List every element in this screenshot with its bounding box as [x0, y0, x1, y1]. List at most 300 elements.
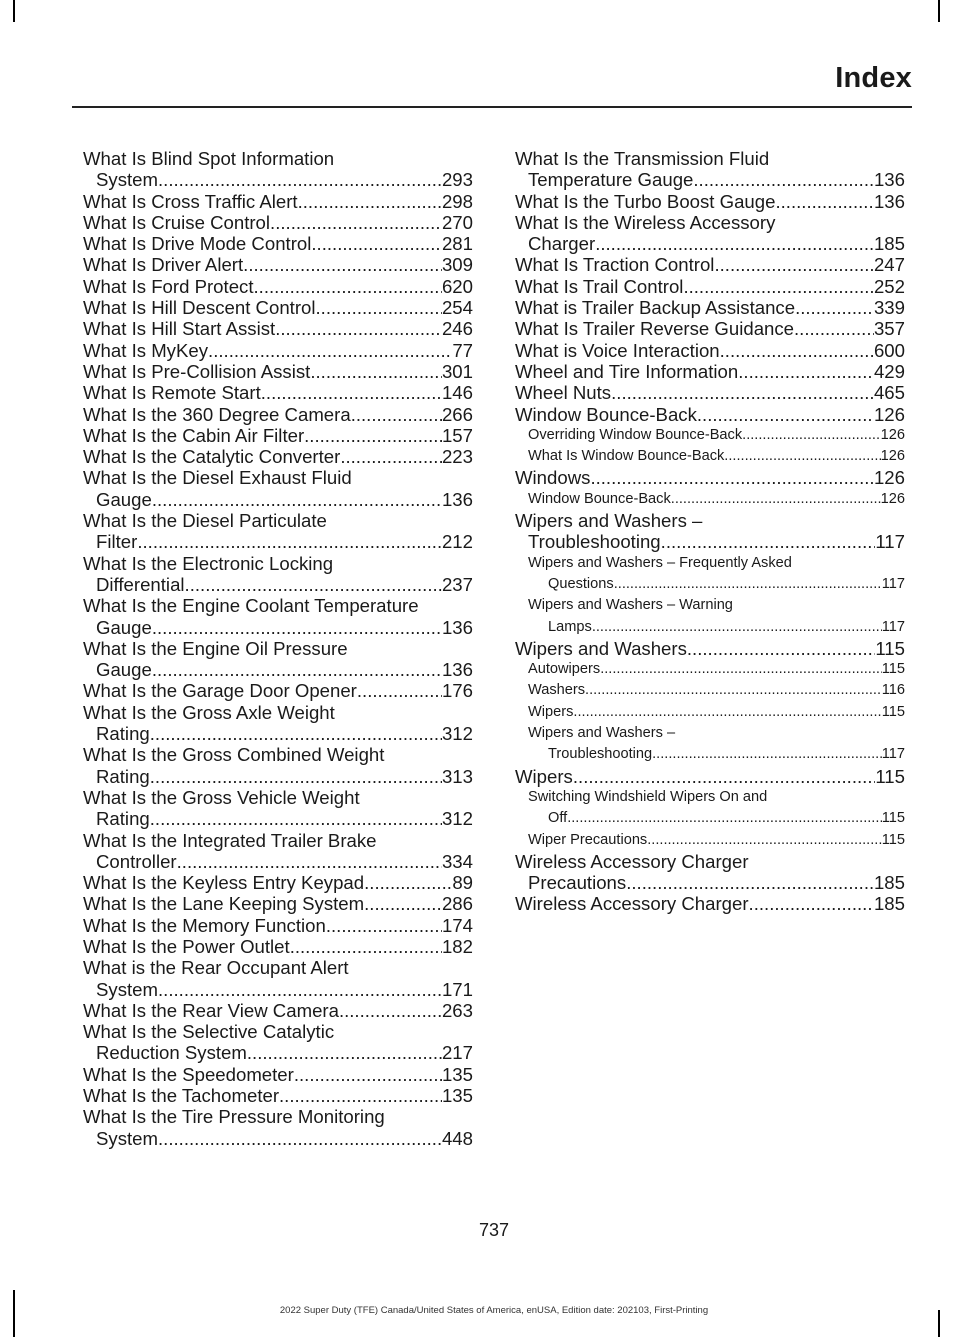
entry-text: System	[96, 169, 158, 191]
dot-leader	[567, 808, 882, 829]
entry-line	[83, 1000, 473, 1021]
entry-line	[515, 191, 905, 212]
dot-leader	[671, 489, 881, 510]
entry-text: What Is Drive Mode Control	[83, 233, 312, 255]
index-entry	[83, 936, 473, 957]
entry-line	[83, 148, 473, 169]
entry-page-number: 126	[880, 448, 905, 465]
dot-leader	[720, 340, 874, 361]
index-subentry	[515, 702, 905, 723]
entry-line	[83, 638, 473, 659]
index-column-left	[83, 148, 473, 1149]
edition-footer: 2022 Super Duty (TFE) Canada/United States of America, enUSA, Edition date: 202103, First-Printing	[279, 1305, 709, 1316]
entry-line	[83, 851, 473, 872]
entry-line	[515, 638, 905, 659]
entry-line	[515, 297, 905, 318]
entry-text: Questions	[548, 575, 614, 592]
dot-leader	[647, 830, 882, 851]
entry-page-number: 252	[873, 275, 905, 297]
entry-line	[83, 1106, 473, 1127]
entry-text: Washers	[528, 682, 586, 699]
entry-page-number: 77	[452, 339, 473, 361]
dot-leader	[693, 169, 874, 190]
entry-text: What Is the Catalytic Converter	[83, 446, 341, 468]
index-entry	[515, 382, 905, 403]
entry-line	[528, 553, 905, 574]
entry-text: What Is the Memory Function	[83, 914, 326, 936]
index-entry	[515, 893, 905, 914]
index-entry	[83, 830, 473, 873]
dot-leader	[738, 361, 874, 382]
index-entry	[83, 893, 473, 914]
entry-page-number: 620	[441, 275, 473, 297]
dot-leader	[298, 191, 442, 212]
entry-page-number: 266	[441, 403, 473, 425]
entry-page-number: 357	[873, 318, 905, 340]
entry-text: What Is the Selective Catalytic	[83, 1021, 335, 1043]
entry-page-number: 136	[873, 190, 905, 212]
entry-text: What Is the Wireless Accessory	[515, 211, 776, 233]
entry-page-number: 115	[881, 810, 905, 827]
index-entry	[83, 467, 473, 510]
entry-line	[83, 233, 473, 254]
index-entry	[83, 1000, 473, 1021]
entry-line	[83, 766, 473, 787]
entry-text: Rating	[96, 765, 150, 787]
entry-text: Window Bounce-Back	[515, 403, 697, 425]
index-entry	[83, 638, 473, 681]
index-entry	[83, 340, 473, 361]
entry-text: What Is the Electronic Locking	[83, 552, 334, 574]
entry-page-number: 176	[441, 680, 473, 702]
dot-leader	[243, 254, 442, 275]
entry-text: What Is the Gross Vehicle Weight	[83, 786, 360, 808]
index-entry	[83, 1021, 473, 1064]
entry-page-number: 334	[441, 850, 473, 872]
entry-line	[83, 680, 473, 701]
entry-line	[83, 893, 473, 914]
entry-line	[528, 723, 905, 744]
entry-line	[83, 361, 473, 382]
entry-line	[83, 1021, 473, 1042]
entry-page-number: 185	[873, 233, 905, 255]
header-divider	[72, 106, 912, 108]
entry-line	[515, 318, 905, 339]
entry-line	[515, 851, 905, 872]
entry-text: Switching Windshield Wipers On and	[528, 788, 768, 805]
index-entry	[83, 915, 473, 936]
entry-text: What Is the Power Outlet	[83, 935, 290, 957]
entry-line	[83, 297, 473, 318]
index-entry	[83, 404, 473, 425]
entry-line	[83, 191, 473, 212]
entry-page-number: 171	[441, 978, 473, 1000]
entry-text: Wipers and Washers	[515, 637, 687, 659]
entry-line	[83, 595, 473, 616]
index-entry	[83, 191, 473, 212]
entry-text: Filter	[96, 531, 138, 553]
entry-page-number: 309	[441, 254, 473, 276]
entry-text: Rating	[96, 808, 150, 830]
entry-text: What Is the Tire Pressure Monitoring	[83, 1106, 385, 1128]
entry-page-number: 116	[881, 682, 905, 699]
entry-text: What is Voice Interaction	[515, 339, 720, 361]
index-entry	[83, 553, 473, 596]
dot-leader	[626, 872, 874, 893]
entry-page-number: 115	[881, 831, 905, 848]
entry-line	[83, 957, 473, 978]
entry-line	[515, 467, 905, 488]
entry-text: Temperature Gauge	[528, 169, 694, 191]
dot-leader	[611, 382, 874, 403]
entry-page-number: 146	[441, 382, 473, 404]
entry-line	[83, 553, 473, 574]
entry-text: What Is Traction Control	[515, 254, 715, 276]
dot-leader	[158, 1128, 442, 1149]
dot-leader	[152, 617, 442, 638]
dot-leader	[316, 297, 442, 318]
entry-line	[515, 340, 905, 361]
dot-leader	[290, 936, 442, 957]
entry-line	[83, 446, 473, 467]
dot-leader	[795, 297, 874, 318]
index-entry	[83, 297, 473, 318]
entry-line	[515, 382, 905, 403]
entry-line	[83, 915, 473, 936]
entry-page-number: 223	[441, 446, 473, 468]
index-entry	[83, 872, 473, 893]
dot-leader	[326, 915, 442, 936]
dot-leader	[275, 318, 442, 339]
entry-text: What Is Ford Protect	[83, 275, 254, 297]
entry-text: What Is Driver Alert	[83, 254, 244, 276]
entry-line	[515, 404, 905, 425]
entry-page-number: 117	[881, 575, 905, 592]
dot-leader	[158, 169, 442, 190]
entry-line	[83, 531, 473, 552]
index-entry	[83, 382, 473, 403]
entry-line	[515, 893, 905, 914]
dot-leader	[652, 744, 882, 765]
entry-page-number: 115	[875, 765, 905, 787]
entry-text: Lamps	[548, 618, 592, 635]
index-entry	[515, 510, 905, 553]
entry-page-number: 246	[441, 318, 473, 340]
dot-leader	[137, 531, 442, 552]
index-subentry	[515, 680, 905, 701]
index-entry	[515, 361, 905, 382]
index-entry	[83, 957, 473, 1000]
crop-mark-top-left	[13, 0, 15, 22]
dot-leader	[573, 766, 875, 787]
index-entry	[83, 744, 473, 787]
entry-text: What Is Blind Spot Information	[83, 148, 335, 169]
dot-leader	[310, 361, 442, 382]
entry-page-number: 293	[441, 169, 473, 191]
entry-line	[83, 744, 473, 765]
dot-leader	[724, 446, 880, 467]
entry-page-number: 313	[441, 765, 473, 787]
dot-leader	[150, 808, 442, 829]
entry-line	[528, 489, 905, 510]
entry-text: System	[96, 978, 158, 1000]
entry-page-number: 465	[873, 382, 905, 404]
entry-page-number: 247	[873, 254, 905, 276]
dot-leader	[364, 872, 452, 893]
entry-line	[83, 276, 473, 297]
index-entry	[515, 318, 905, 339]
entry-text: Wiper Precautions	[528, 831, 648, 848]
entry-text: What Is Window Bounce-Back	[528, 448, 725, 465]
entry-page-number: 135	[441, 1063, 473, 1085]
entry-text: What Is Remote Start	[83, 382, 261, 404]
dot-leader	[357, 680, 442, 701]
entry-text: What Is the Rear View Camera	[83, 999, 339, 1021]
entry-page-number: 89	[452, 872, 473, 894]
entry-page-number: 136	[441, 488, 473, 510]
dot-leader	[270, 212, 442, 233]
entry-text: What Is the Cabin Air Filter	[83, 424, 305, 446]
index-entry	[515, 254, 905, 275]
entry-line	[83, 382, 473, 403]
entry-page-number: 115	[881, 703, 905, 720]
dot-leader	[294, 1064, 442, 1085]
index-subentry	[515, 553, 905, 596]
entry-page-number: 600	[873, 339, 905, 361]
index-entry	[515, 212, 905, 255]
entry-text: What Is Hill Descent Control	[83, 297, 316, 319]
index-subentry	[515, 723, 905, 766]
entry-line	[83, 936, 473, 957]
entry-text: Gauge	[96, 659, 152, 681]
entry-text: What Is the 360 Degree Camera	[83, 403, 351, 425]
entry-line	[83, 425, 473, 446]
entry-line	[528, 702, 905, 723]
entry-text: What Is the Speedometer	[83, 1063, 294, 1085]
entry-text: Autowipers	[528, 661, 601, 678]
entry-line	[515, 233, 905, 254]
dot-leader	[279, 1085, 442, 1106]
dot-leader	[590, 467, 874, 488]
index-entry	[83, 361, 473, 382]
dot-leader	[152, 659, 442, 680]
entry-text: Window Bounce-Back	[528, 490, 671, 507]
entry-text: Wipers	[515, 765, 573, 787]
index-subentry	[515, 787, 905, 830]
entry-text: Wireless Accessory Charger	[515, 850, 749, 872]
dot-leader	[687, 638, 875, 659]
index-entry	[83, 233, 473, 254]
entry-page-number: 136	[873, 169, 905, 191]
dot-leader	[339, 1000, 442, 1021]
index-entry	[83, 1064, 473, 1085]
entry-text: What Is MyKey	[83, 339, 209, 361]
entry-line	[83, 212, 473, 233]
entry-text: Precautions	[528, 872, 627, 894]
index-entry	[83, 276, 473, 297]
entry-text: What Is the Lane Keeping System	[83, 893, 365, 915]
dot-leader	[152, 489, 442, 510]
entry-line	[83, 872, 473, 893]
entry-page-number: 298	[441, 190, 473, 212]
entry-page-number: 182	[441, 935, 473, 957]
entry-page-number: 136	[441, 659, 473, 681]
dot-leader	[614, 574, 882, 595]
dot-leader	[254, 276, 442, 297]
index-entry	[515, 148, 905, 191]
entry-text: What Is Trailer Reverse Guidance	[515, 318, 795, 340]
entry-line	[528, 744, 905, 765]
dot-leader	[158, 979, 442, 1000]
entry-line	[515, 276, 905, 297]
index-entry	[83, 680, 473, 701]
entry-line	[83, 510, 473, 531]
dot-leader	[150, 723, 442, 744]
index-entry	[515, 851, 905, 894]
entry-line	[83, 489, 473, 510]
dot-leader	[775, 191, 874, 212]
index-entry	[515, 191, 905, 212]
entry-line	[515, 254, 905, 275]
entry-text: Wipers and Washers –	[515, 510, 703, 532]
entry-line	[83, 404, 473, 425]
entry-page-number: 157	[441, 424, 473, 446]
dot-leader	[261, 382, 442, 403]
dot-leader	[351, 404, 442, 425]
index-entry	[83, 702, 473, 745]
dot-leader	[683, 276, 874, 297]
index-entry	[83, 510, 473, 553]
entry-line	[528, 830, 905, 851]
entry-line	[83, 830, 473, 851]
entry-line	[528, 808, 905, 829]
entry-page-number: 126	[880, 490, 905, 507]
entry-text: Charger	[528, 233, 596, 255]
index-subentry	[515, 425, 905, 446]
index-entry	[515, 766, 905, 787]
entry-line	[83, 1128, 473, 1149]
entry-text: Controller	[96, 850, 177, 872]
entry-text: What Is the Engine Oil Pressure	[83, 637, 348, 659]
entry-page-number: 212	[441, 531, 473, 553]
index-entry	[515, 404, 905, 425]
entry-text: Wheel and Tire Information	[515, 360, 739, 382]
entry-page-number: 237	[441, 573, 473, 595]
entry-page-number: 135	[441, 1085, 473, 1107]
entry-line	[83, 723, 473, 744]
entry-page-number: 301	[441, 360, 473, 382]
entry-text: What Is Pre-Collision Assist	[83, 360, 311, 382]
entry-page-number: 117	[881, 618, 905, 635]
index-entry	[515, 638, 905, 659]
entry-page-number: 185	[873, 872, 905, 894]
dot-leader	[600, 659, 882, 680]
entry-line	[528, 425, 905, 446]
dot-leader	[185, 574, 442, 595]
index-entry	[83, 148, 473, 191]
entry-line	[515, 510, 905, 531]
entry-text: Gauge	[96, 616, 152, 638]
entry-page-number: 117	[875, 531, 905, 553]
entry-line	[83, 574, 473, 595]
dot-leader	[340, 446, 442, 467]
entry-line	[528, 617, 905, 638]
entry-line	[83, 1064, 473, 1085]
entry-line	[83, 702, 473, 723]
entry-text: What Is the Diesel Particulate	[83, 510, 327, 532]
entry-line	[528, 659, 905, 680]
entry-page-number: 217	[441, 1042, 473, 1064]
dot-leader	[304, 425, 442, 446]
entry-line	[83, 169, 473, 190]
entry-page-number: 117	[881, 746, 905, 763]
index-entry	[515, 276, 905, 297]
entry-page-number: 429	[873, 360, 905, 382]
entry-page-number: 286	[441, 893, 473, 915]
crop-mark-top-right	[938, 0, 940, 22]
entry-text: What Is the Diesel Exhaust Fluid	[83, 467, 352, 489]
index-entry	[83, 212, 473, 233]
entry-text: What Is the Gross Combined Weight	[83, 744, 385, 766]
index-entry	[83, 254, 473, 275]
entry-line	[83, 340, 473, 361]
index-entry	[83, 318, 473, 339]
entry-page-number: 126	[873, 403, 905, 425]
entry-page-number: 270	[441, 211, 473, 233]
entry-line	[83, 808, 473, 829]
entry-text: Wipers and Washers –	[528, 725, 676, 742]
index-subentry	[515, 830, 905, 851]
entry-line	[515, 361, 905, 382]
entry-text: Wireless Accessory Charger	[515, 893, 749, 915]
index-entry	[83, 1106, 473, 1149]
entry-line	[515, 531, 905, 552]
entry-line	[515, 148, 905, 169]
entry-text: What Is the Transmission Fluid	[515, 148, 770, 169]
entry-text: Overriding Window Bounce-Back	[528, 426, 743, 443]
dot-leader	[573, 702, 881, 723]
dot-leader	[364, 893, 442, 914]
entry-line	[528, 680, 905, 701]
entry-text: What Is Hill Start Assist	[83, 318, 276, 340]
index-subentry	[515, 446, 905, 467]
dot-leader	[794, 318, 874, 339]
entry-text: Gauge	[96, 488, 152, 510]
page-number: 737	[478, 1220, 510, 1240]
entry-page-number: 126	[880, 426, 905, 443]
entry-text: Wipers	[528, 703, 574, 720]
dot-leader	[311, 233, 442, 254]
entry-text: What is Trailer Backup Assistance	[515, 297, 796, 319]
index-entry	[83, 1085, 473, 1106]
dot-leader	[592, 617, 882, 638]
entry-text: Reduction System	[96, 1042, 247, 1064]
entry-line	[515, 169, 905, 190]
entry-text: What Is the Garage Door Opener	[83, 680, 357, 702]
index-entry	[515, 467, 905, 488]
dot-leader	[697, 404, 874, 425]
entry-text: Troubleshooting	[528, 531, 661, 553]
dot-leader	[661, 531, 876, 552]
dot-leader	[714, 254, 874, 275]
entry-line	[83, 467, 473, 488]
dot-leader	[585, 680, 882, 701]
entry-page-number: 136	[441, 616, 473, 638]
entry-page-number: 281	[441, 233, 473, 255]
index-entry	[515, 297, 905, 318]
entry-page-number: 185	[873, 893, 905, 915]
index-column-right	[515, 148, 905, 915]
